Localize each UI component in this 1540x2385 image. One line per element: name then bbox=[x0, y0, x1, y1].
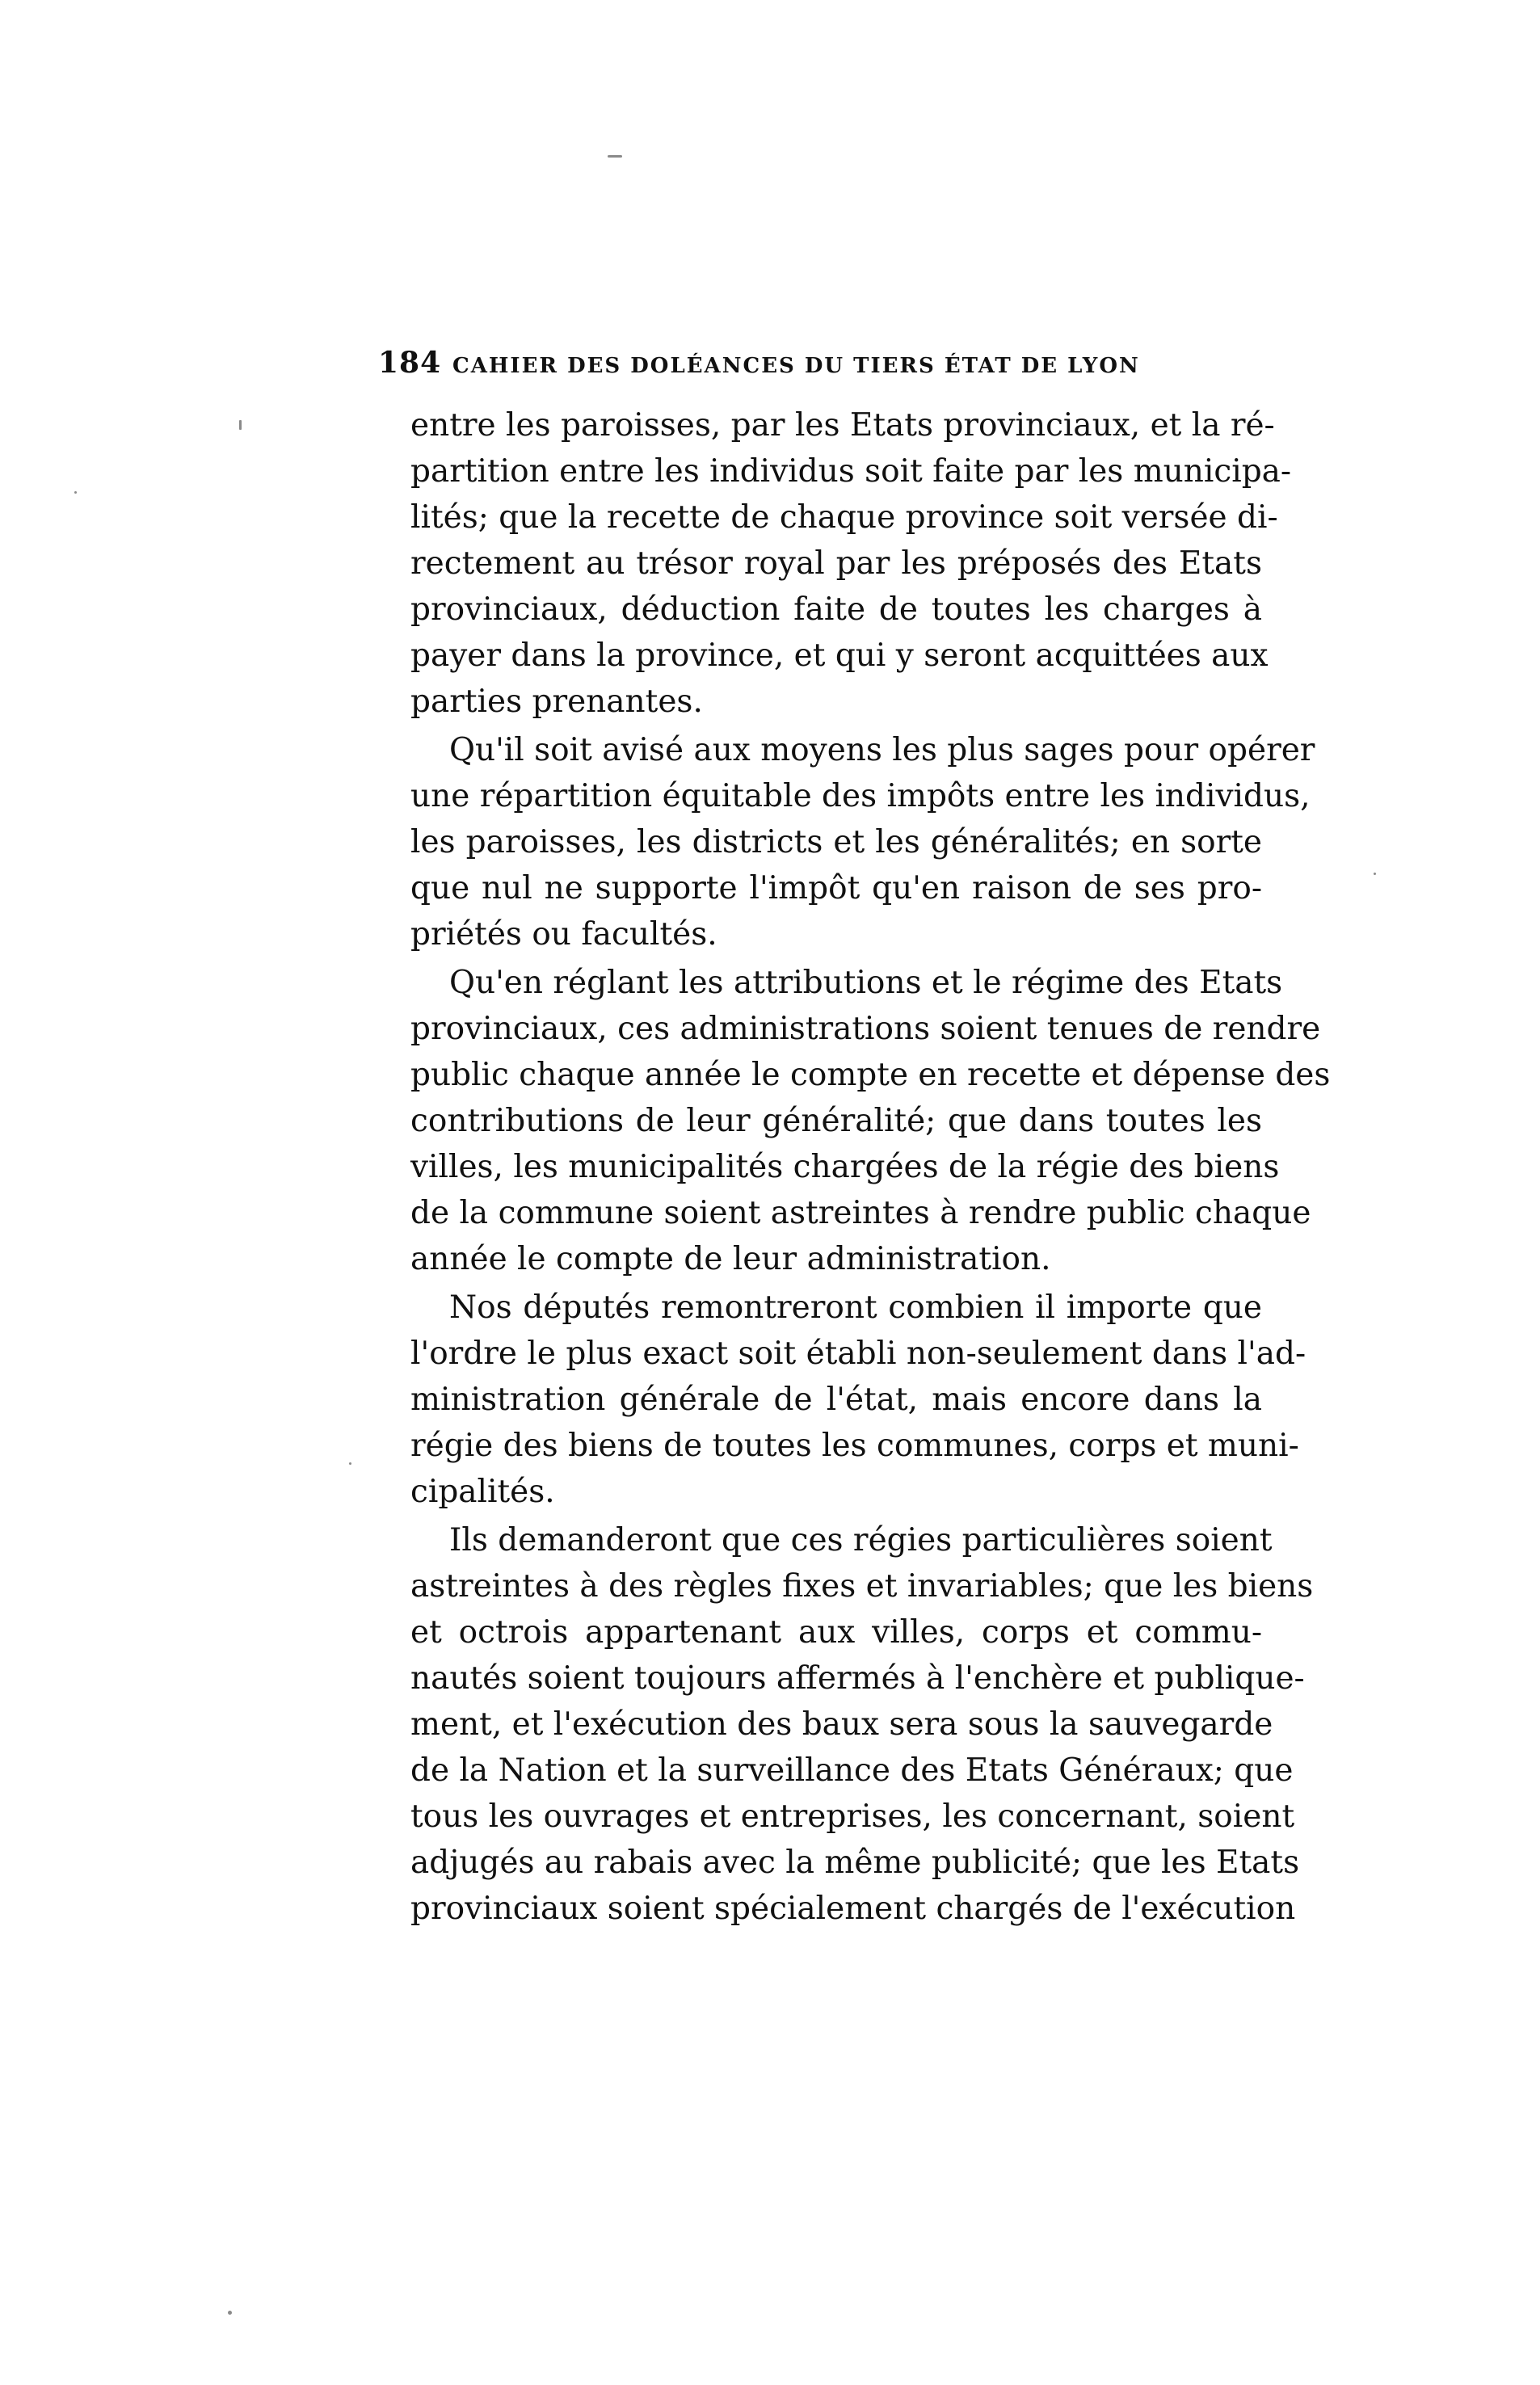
text-line: que nul ne supporte l'impôt qu'en raison de ses pro- bbox=[410, 870, 1262, 906]
text-line: année le compte de leur administration. bbox=[410, 1241, 1051, 1277]
text-line: et octrois appartenant aux villes, corps et commu- bbox=[410, 1614, 1262, 1651]
text-line: villes, les municipalités chargées de la régie des biens bbox=[410, 1149, 1280, 1185]
text-line: adjugés au rabais avec la même publicité; que les Etats bbox=[410, 1844, 1300, 1881]
text-line: Qu'il soit avisé aux moyens les plus sages pour opérer bbox=[449, 732, 1315, 768]
page-number: 184 bbox=[378, 346, 442, 380]
text-line: entre les paroisses, par les Etats provinciaux, et la ré- bbox=[410, 407, 1275, 444]
paper-speck bbox=[228, 2311, 232, 2315]
text-line: parties prenantes. bbox=[410, 684, 703, 720]
paragraph-2 bbox=[410, 727, 1315, 957]
text-line: nautés soient toujours affermés à l'enchère et publique- bbox=[410, 1660, 1305, 1697]
body-text bbox=[410, 402, 1331, 1932]
text-line: Ils demanderont que ces régies particulières soient bbox=[449, 1522, 1273, 1558]
paper-speck bbox=[74, 491, 77, 494]
text-line: ment, et l'exécution des baux sera sous la sauvegarde bbox=[410, 1706, 1273, 1743]
text-line: cipalités. bbox=[410, 1474, 555, 1510]
paper-speck bbox=[239, 420, 242, 430]
paragraph-5 bbox=[410, 1517, 1314, 1932]
text-line: rectement au trésor royal par les préposés des Etats bbox=[410, 545, 1262, 582]
text-line: tous les ouvrages et entreprises, les concernant, soient bbox=[410, 1798, 1295, 1835]
text-line: de la Nation et la surveillance des Etats Généraux; que bbox=[410, 1752, 1294, 1789]
text-line: une répartition équitable des impôts entre les individus, bbox=[410, 778, 1311, 814]
running-title: CAHIER DES DOLÉANCES DU TIERS ÉTAT DE LYON bbox=[452, 354, 1140, 378]
text-line: contributions de leur généralité; que dans toutes les bbox=[410, 1103, 1262, 1139]
text-line: l'ordre le plus exact soit établi non-seulement dans l'ad- bbox=[410, 1336, 1306, 1372]
paper-speck bbox=[1374, 873, 1376, 875]
text-line: partition entre les individus soit faite par les municipa- bbox=[410, 453, 1292, 490]
paragraph-3 bbox=[410, 960, 1331, 1282]
text-line: Nos députés remontreront combien il importe que bbox=[449, 1289, 1262, 1326]
text-line: de la commune soient astreintes à rendre public chaque bbox=[410, 1195, 1311, 1231]
text-line: provinciaux soient spécialement chargés de l'exécution bbox=[410, 1891, 1296, 1927]
page-header bbox=[378, 346, 1267, 394]
text-line: priétés ou facultés. bbox=[410, 916, 717, 953]
text-line: public chaque année le compte en recette et dépense des bbox=[410, 1057, 1331, 1093]
text-line: Qu'en réglant les attributions et le régime des Etats bbox=[449, 965, 1283, 1001]
text-line: ministration générale de l'état, mais encore dans la bbox=[410, 1382, 1262, 1418]
text-line: astreintes à des règles fixes et invariables; que les biens bbox=[410, 1568, 1314, 1605]
paper-speck bbox=[349, 1462, 351, 1465]
text-line: régie des biens de toutes les communes, corps et muni- bbox=[410, 1428, 1299, 1464]
paragraph-1 bbox=[410, 402, 1292, 725]
text-line: provinciaux, déduction faite de toutes les charges à bbox=[410, 591, 1262, 628]
text-line: provinciaux, ces administrations soient tenues de rendre bbox=[410, 1011, 1321, 1047]
paper-speck bbox=[608, 155, 622, 158]
paragraph-4 bbox=[410, 1285, 1306, 1515]
text-line: payer dans la province, et qui y seront acquittées aux bbox=[410, 637, 1269, 674]
text-line: lités; que la recette de chaque province soit versée di- bbox=[410, 499, 1278, 536]
text-line: les paroisses, les districts et les généralités; en sorte bbox=[410, 824, 1262, 860]
